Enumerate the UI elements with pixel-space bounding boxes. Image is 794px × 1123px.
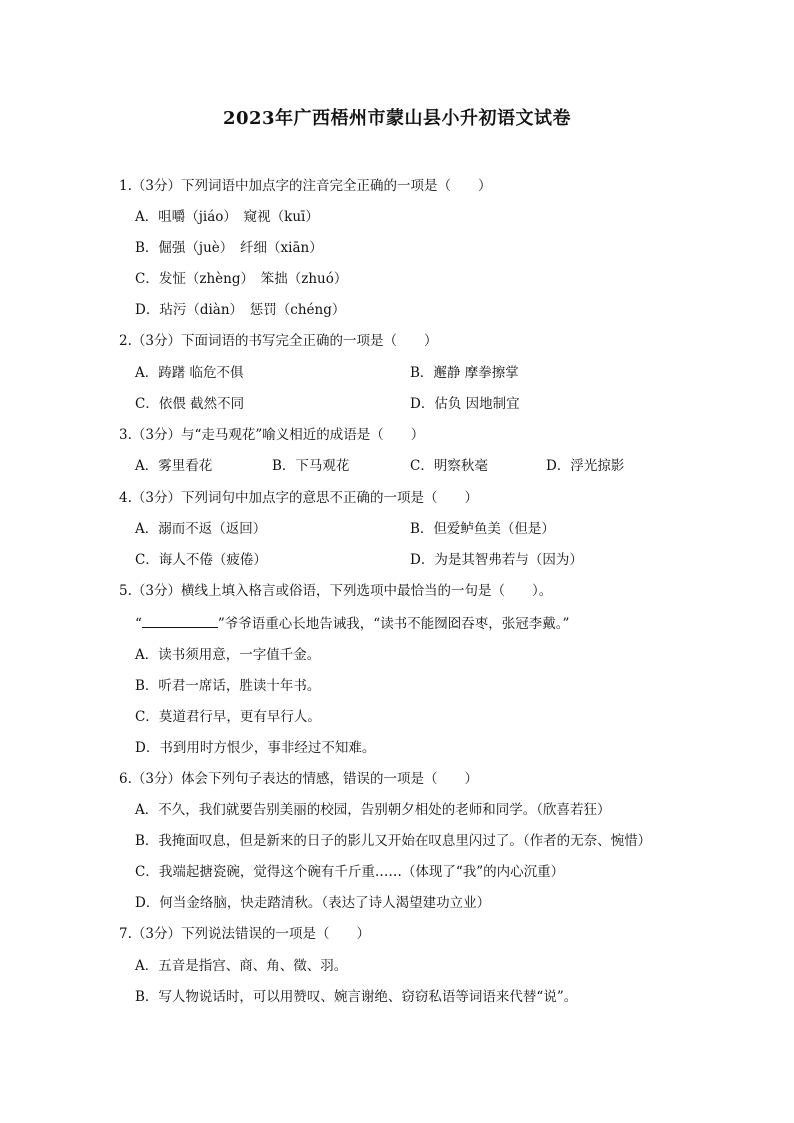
- question-2-option-b: B．邂静 摩拳擦掌: [410, 365, 519, 381]
- question-7-stem: 7.（3分）下列说法错误的一项是（ ）: [119, 926, 370, 942]
- question-6-option-d: D．何当金络脑，快走踏清秋。（表达了诗人渴望建功立业）: [135, 895, 491, 911]
- question-1-option-b: B．倔强（juè） 纤细（xiān）: [135, 240, 323, 256]
- quote-text: ”爷爷语重心长地告诫我，“读书不能囫囵吞枣，张冠李戴。”: [217, 616, 570, 632]
- question-3-option-a: A．雾里看花: [135, 458, 213, 474]
- page-title: 2023年广西梧州市蒙山县小升初语文试卷: [222, 108, 572, 129]
- question-6-option-b: B．我掩面叹息，但是新来的日子的影儿又开始在叹息里闪过了。（作者的无奈、惋惜）: [135, 833, 652, 849]
- question-1-option-d: D．玷污（diàn） 惩罚（chéng）: [135, 302, 346, 318]
- question-2-option-a: A．踌躇 临危不俱: [135, 365, 244, 381]
- question-4-option-c: C．诲人不倦（疲倦）: [135, 552, 267, 568]
- question-1-option-c: C．发怔（zhèng） 笨拙（zhuó）: [135, 271, 348, 287]
- question-5-option-c: C．莫道君行早，更有早行人。: [135, 709, 321, 725]
- question-1-stem: 1.（3分）下列词语中加点字的注音完全正确的一项是（ ）: [119, 178, 492, 194]
- question-3-option-b: B．下马观花: [272, 458, 350, 474]
- question-4-stem: 4.（3分）下列词句中加点字的意思不正确的一项是（ ）: [119, 490, 478, 506]
- question-7-option-b: B．写人物说话时，可以用赞叹、婉言谢绝、窃窃私语等词语来代替“说”。: [135, 989, 578, 1005]
- question-5-quote: [135, 614, 569, 633]
- question-5-stem: 5.（3分）横线上填入格言或俗语，下列选项中最恰当的一句是（ ）。: [119, 583, 553, 599]
- question-3-stem: 3.（3分）与“走马观花”喻义相近的成语是（ ）: [119, 427, 425, 443]
- fill-in-blank: [142, 614, 218, 628]
- question-1-option-a: A．咀嚼（jiáo） 窥视（kuī）: [135, 209, 319, 225]
- question-2-option-c: C．依偎 截然不同: [135, 396, 245, 412]
- question-3-option-d: D．浮光掠影: [546, 458, 625, 474]
- question-6-stem: 6.（3分）体会下列句子表达的情感，错误的一项是（ ）: [119, 771, 478, 787]
- question-4-option-b: B．但爱鲈鱼美（但是）: [410, 521, 555, 537]
- quote-open-mark: “: [135, 616, 142, 632]
- question-2-option-d: D．估负 因地制宜: [410, 396, 520, 412]
- question-5-option-b: B．听君一席话，胜读十年书。: [135, 678, 321, 694]
- question-7-option-a: A．五音是指宫、商、角、徵、羽。: [135, 958, 348, 974]
- question-5-option-d: D．书到用时方恨少，事非经过不知难。: [135, 740, 376, 756]
- question-4-option-a: A．溺而不返（返回）: [135, 521, 267, 537]
- question-5-option-a: A．读书须用意，一字值千金。: [135, 647, 321, 663]
- question-3-option-c: C．明察秋毫: [410, 458, 488, 474]
- question-6-option-a: A．不久，我们就要告别美丽的校园，告别朝夕相处的老师和同学。（欣喜若狂）: [135, 802, 611, 818]
- question-6-option-c: C．我端起搪瓷碗，觉得这个碗有千斤重……（体现了“我”的内心沉重）: [135, 864, 565, 880]
- question-4-option-d: D．为是其智弗若与（因为）: [410, 552, 583, 568]
- question-2-stem: 2.（3分）下面词语的书写完全正确的一项是（ ）: [119, 333, 438, 349]
